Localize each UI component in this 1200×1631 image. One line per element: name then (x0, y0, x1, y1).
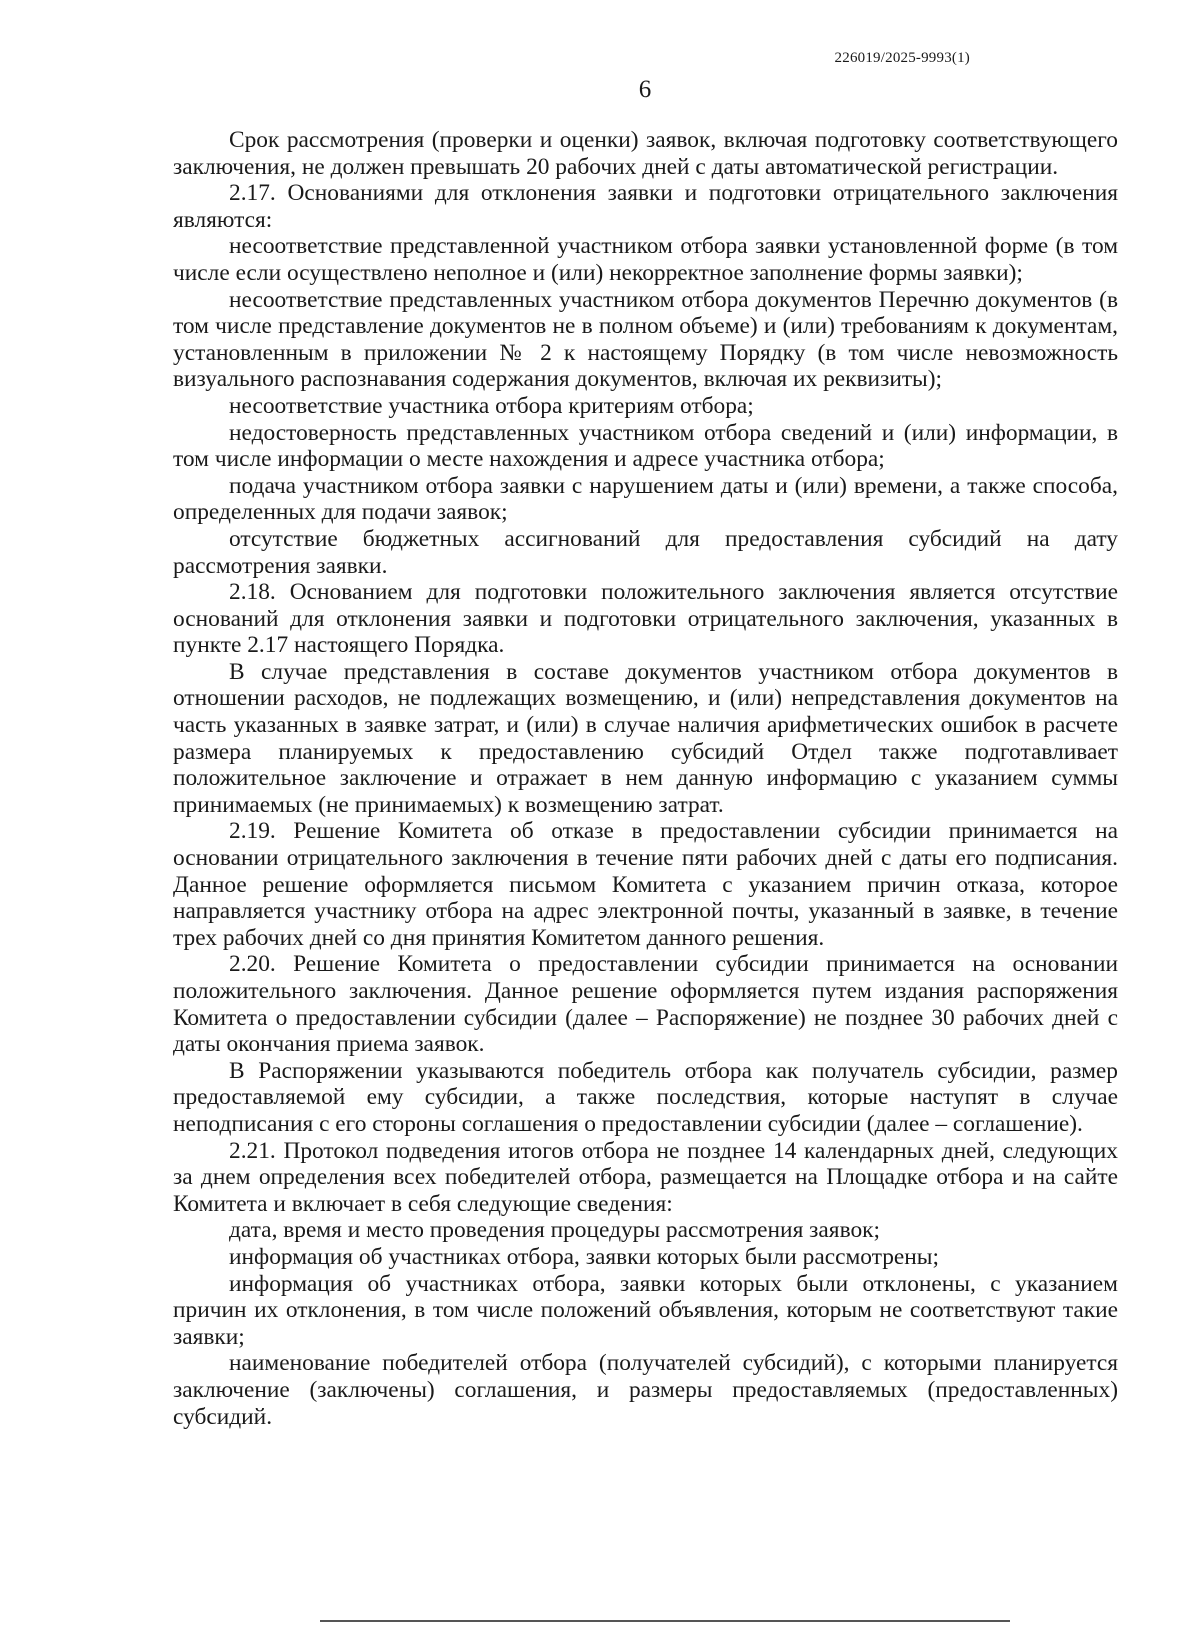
paragraph: В Распоряжении указываются победитель отбора как получатель субсидии, размер предоставляемой ему субсидии, а также последствия, которые наступят в случае неподписания с его стороны соглашения о предоставлении субсидии (далее – соглашение). (173, 1057, 1118, 1137)
document-body (173, 127, 1118, 1430)
paragraph: отсутствие бюджетных ассигнований для предоставления субсидий на дату рассмотрения заявки. (173, 525, 1118, 579)
paragraph: наименование победителей отбора (получателей субсидий), с которыми планируется заключение (заключены) соглашения, и размеры предоставляемых (предоставленных) субсидий. (173, 1350, 1118, 1430)
paragraph: информация об участниках отбора, заявки которых были рассмотрены; (229, 1243, 940, 1270)
paragraph: недостоверность представленных участником отбора сведений и (или) информации, в том числе информации о месте нахождения и адресе участника отбора; (173, 419, 1118, 473)
paragraph: несоответствие представленной участником отбора заявки установленной форме (в том числе если осуществлено неполное и (или) некорректное заполнение формы заявки); (173, 233, 1118, 286)
paragraph: В случае представления в составе документов участником отбора документов в отношении расходов, не подлежащих возмещению, и (или) непредставления документов на часть указанных в заявке затрат, и (или) в случае наличия арифметических ошибок в расчете размера планируемых к предоставлению субсидий Отдел также подготавливает положительное заключение и отражает в нем данную информацию с указанием суммы принимаемых (не принимаемых) к возмещению затрат. (173, 658, 1118, 818)
bottom-scan-edge (320, 1620, 1010, 1622)
paragraph: 2.20. Решение Комитета о предоставлении субсидии принимается на основании положительного заключения. Данное решение оформляется путем издания распоряжения Комитета о предоставлении субсидии (далее – Распоряжение) не позднее 30 рабочих дней с даты окончания приема заявок. (173, 951, 1118, 1058)
paragraph: Срок рассмотрения (проверки и оценки) заявок, включая подготовку соответствующего заключения, не должен превышать 20 рабочих дней с даты автоматической регистрации. (173, 127, 1118, 180)
paragraph: информация об участниках отбора, заявки которых были отклонены, с указанием причин их отклонения, в том числе положений объявления, которым не соответствуют такие заявки; (173, 1270, 1118, 1350)
paragraph: несоответствие участника отбора критериям отбора; (229, 392, 754, 419)
paragraph: 2.18. Основанием для подготовки положительного заключения является отсутствие оснований для отклонения заявки и подготовки отрицательного заключения, указанных в пункте 2.17 настоящего Порядка. (173, 579, 1118, 659)
paragraph: подача участником отбора заявки с нарушением даты и (или) времени, а также способа, определенных для подачи заявок; (173, 472, 1118, 526)
page-number: 6 (638, 76, 652, 103)
paragraph: 2.19. Решение Комитета об отказе в предоставлении субсидии принимается на основании отрицательного заключения в течение пяти рабочих дней с даты его подписания. Данное решение оформляется письмом Комитета с указанием причин отказа, которое направляется участнику отбора на адрес электронной почты, указанный в заявке, в течение трех рабочих дней со дня принятия Комитетом данного решения. (173, 818, 1118, 951)
paragraph: дата, время и место проведения процедуры рассмотрения заявок; (229, 1217, 881, 1244)
paragraph: несоответствие представленных участником отбора документов Перечню документов (в том числе представление документов не в полном объеме) и (или) требованиям к документам, установленным в приложении № 2 к настоящему Порядку (в том числе невозможность визуального распознавания содержания документов, включая их реквизиты); (173, 286, 1118, 393)
document-number: 226019/2025-9993(1) (834, 50, 970, 66)
paragraph: 2.17. Основаниями для отклонения заявки и подготовки отрицательного заключения являются: (173, 180, 1118, 233)
paragraph: 2.21. Протокол подведения итогов отбора не позднее 14 календарных дней, следующих за днем определения всех победителей отбора, размещается на Площадке отбора и на сайте Комитета и включает в себя следующие сведения: (173, 1137, 1118, 1217)
